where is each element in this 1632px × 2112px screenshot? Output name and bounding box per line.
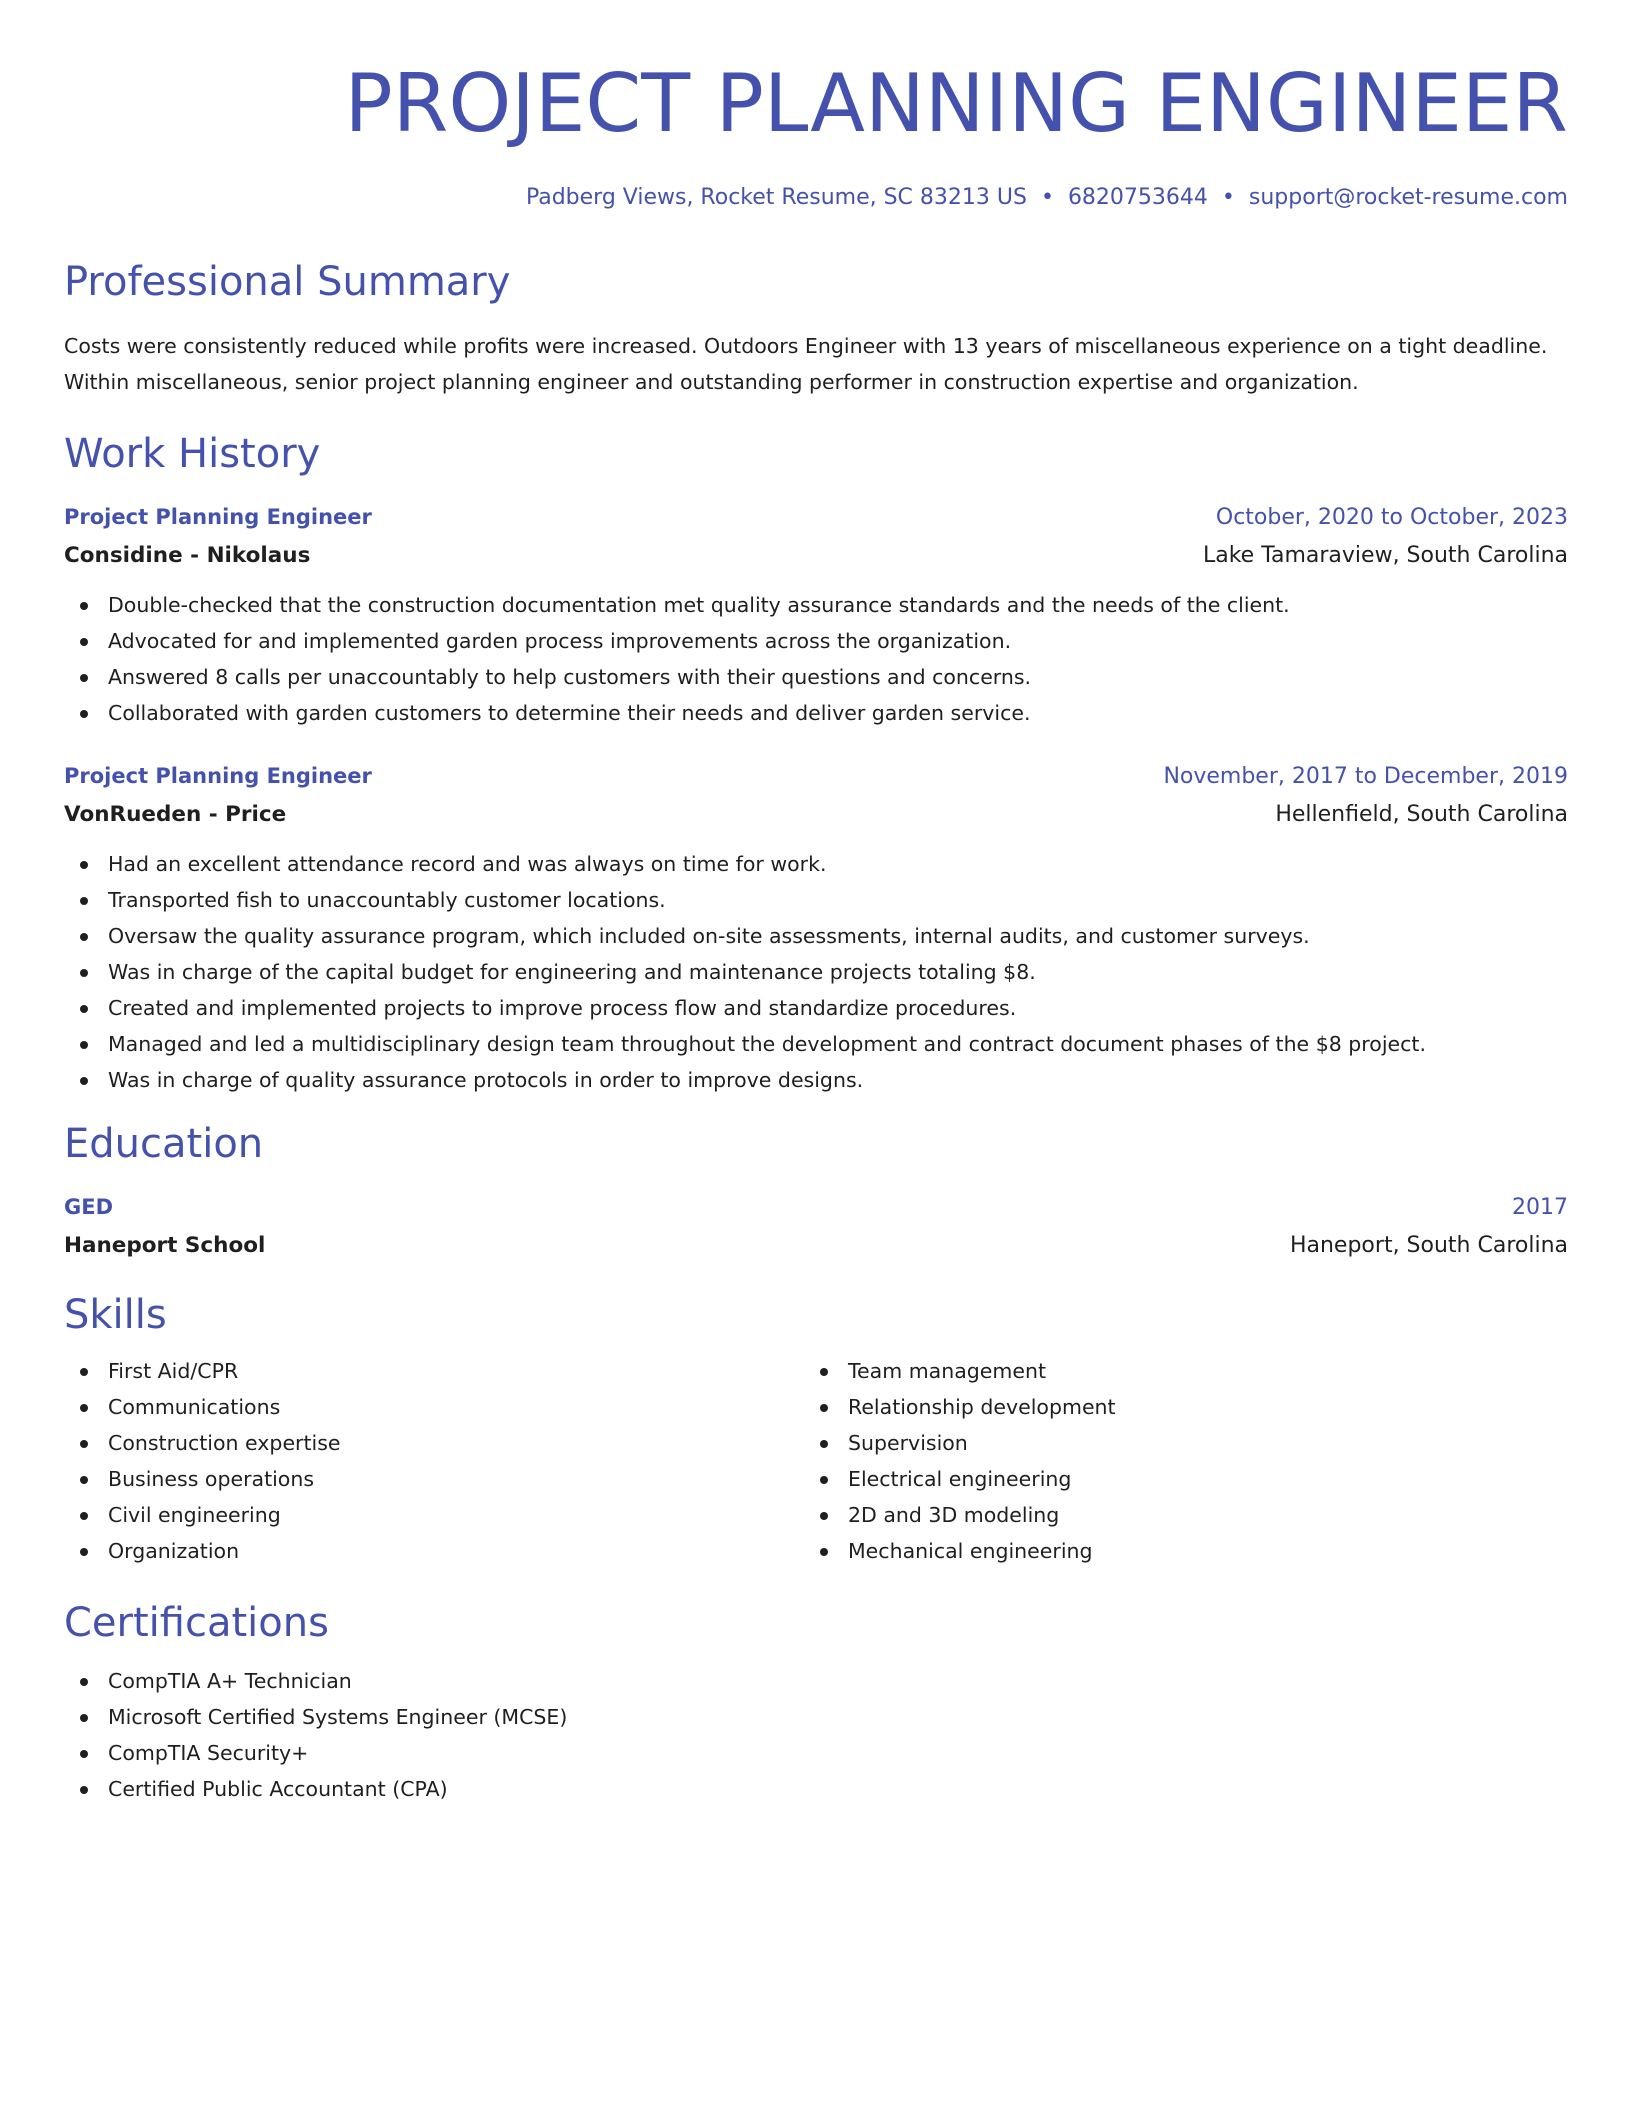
education-school: Haneport School xyxy=(64,1233,266,1258)
education-school-row xyxy=(64,1231,1568,1261)
contact-line xyxy=(64,184,1568,212)
skills-column-right xyxy=(804,1353,1544,1569)
job-title: Project Planning Engineer xyxy=(64,764,372,788)
job-dates: October, 2020 to October, 2023 xyxy=(1215,505,1568,530)
list-item: Mechanical engineering xyxy=(804,1533,1544,1569)
job-company-row xyxy=(64,541,1568,571)
list-item: First Aid/CPR xyxy=(64,1353,804,1389)
list-item: Communications xyxy=(64,1389,804,1425)
job-location: Hellenfield, South Carolina xyxy=(1275,802,1568,827)
job-title: Project Planning Engineer xyxy=(64,505,372,529)
list-item: Managed and led a multidisciplinary design team throughout the development and contract document phases of the $8 project. xyxy=(64,1026,1568,1062)
list-item: Civil engineering xyxy=(64,1497,804,1533)
contact-email: support@rocket-resume.com xyxy=(1248,185,1568,210)
list-item: Created and implemented projects to improve process flow and standardize procedures. xyxy=(64,990,1568,1026)
list-item: Electrical engineering xyxy=(804,1461,1544,1497)
list-item: Double-checked that the construction documentation met quality assurance standards and the needs of the client. xyxy=(64,587,1568,623)
skills-list xyxy=(804,1353,1544,1569)
job-dates: November, 2017 to December, 2019 xyxy=(1163,764,1568,789)
list-item: 2D and 3D modeling xyxy=(804,1497,1544,1533)
education-heading: Education xyxy=(64,1121,264,1167)
list-item: Business operations xyxy=(64,1461,804,1497)
job-entry xyxy=(64,502,1568,731)
list-item: Team management xyxy=(804,1353,1544,1389)
contact-phone: 6820753644 xyxy=(1067,185,1208,210)
education-location: Haneport, South Carolina xyxy=(1289,1233,1568,1258)
list-item: Oversaw the quality assurance program, which included on-site assessments, internal audits, and customer surveys. xyxy=(64,918,1568,954)
list-item: Was in charge of quality assurance protocols in order to improve designs. xyxy=(64,1062,1568,1098)
job-company: Considine - Nikolaus xyxy=(64,543,311,568)
job-entry xyxy=(64,761,1568,1098)
list-item: Supervision xyxy=(804,1425,1544,1461)
list-item: CompTIA Security+ xyxy=(64,1735,1568,1771)
skills-list xyxy=(64,1353,804,1569)
education-year: 2017 xyxy=(1512,1195,1568,1220)
education-degree: GED xyxy=(64,1195,114,1219)
skills-column-left xyxy=(64,1353,804,1569)
job-bullets xyxy=(64,846,1568,1098)
list-item: Advocated for and implemented garden process improvements across the organization. xyxy=(64,623,1568,659)
certifications-list xyxy=(64,1663,1568,1807)
job-company: VonRueden - Price xyxy=(64,802,287,827)
job-header xyxy=(64,502,1568,533)
list-item: Organization xyxy=(64,1533,804,1569)
contact-address: Padberg Views, Rocket Resume, SC 83213 US xyxy=(525,185,1027,210)
list-item: Was in charge of the capital budget for engineering and maintenance projects totaling $8. xyxy=(64,954,1568,990)
resume-page xyxy=(64,0,1568,1807)
list-item: CompTIA A+ Technician xyxy=(64,1663,1568,1699)
contact-separator: • xyxy=(1040,185,1054,210)
certifications-heading: Certifications xyxy=(64,1600,329,1646)
resume-title: PROJECT PLANNING ENGINEER xyxy=(344,57,1568,150)
job-bullets xyxy=(64,587,1568,731)
list-item: Relationship development xyxy=(804,1389,1544,1425)
job-location: Lake Tamaraview, South Carolina xyxy=(1202,543,1568,568)
list-item: Construction expertise xyxy=(64,1425,804,1461)
summary-text: Costs were consistently reduced while profits were increased. Outdoors Engineer with 13 years of miscellaneous experience on a tight deadline. Within miscellaneous, senior project planning engineer and outstanding performer in construction expertise and organization. xyxy=(64,334,1548,394)
list-item: Answered 8 calls per unaccountably to help customers with their questions and concerns. xyxy=(64,659,1568,695)
job-header xyxy=(64,761,1568,792)
work-history-heading: Work History xyxy=(64,431,321,477)
education-header xyxy=(64,1192,1568,1223)
skills-columns xyxy=(64,1353,1568,1569)
summary-heading: Professional Summary xyxy=(64,259,511,305)
education-entry xyxy=(64,1192,1568,1261)
job-company-row xyxy=(64,800,1568,830)
contact-separator: • xyxy=(1221,185,1235,210)
skills-heading: Skills xyxy=(64,1292,167,1338)
list-item: Had an excellent attendance record and was always on time for work. xyxy=(64,846,1568,882)
list-item: Microsoft Certified Systems Engineer (MCSE) xyxy=(64,1699,1568,1735)
list-item: Transported fish to unaccountably customer locations. xyxy=(64,882,1568,918)
list-item: Collaborated with garden customers to determine their needs and deliver garden service. xyxy=(64,695,1568,731)
list-item: Certified Public Accountant (CPA) xyxy=(64,1771,1568,1807)
